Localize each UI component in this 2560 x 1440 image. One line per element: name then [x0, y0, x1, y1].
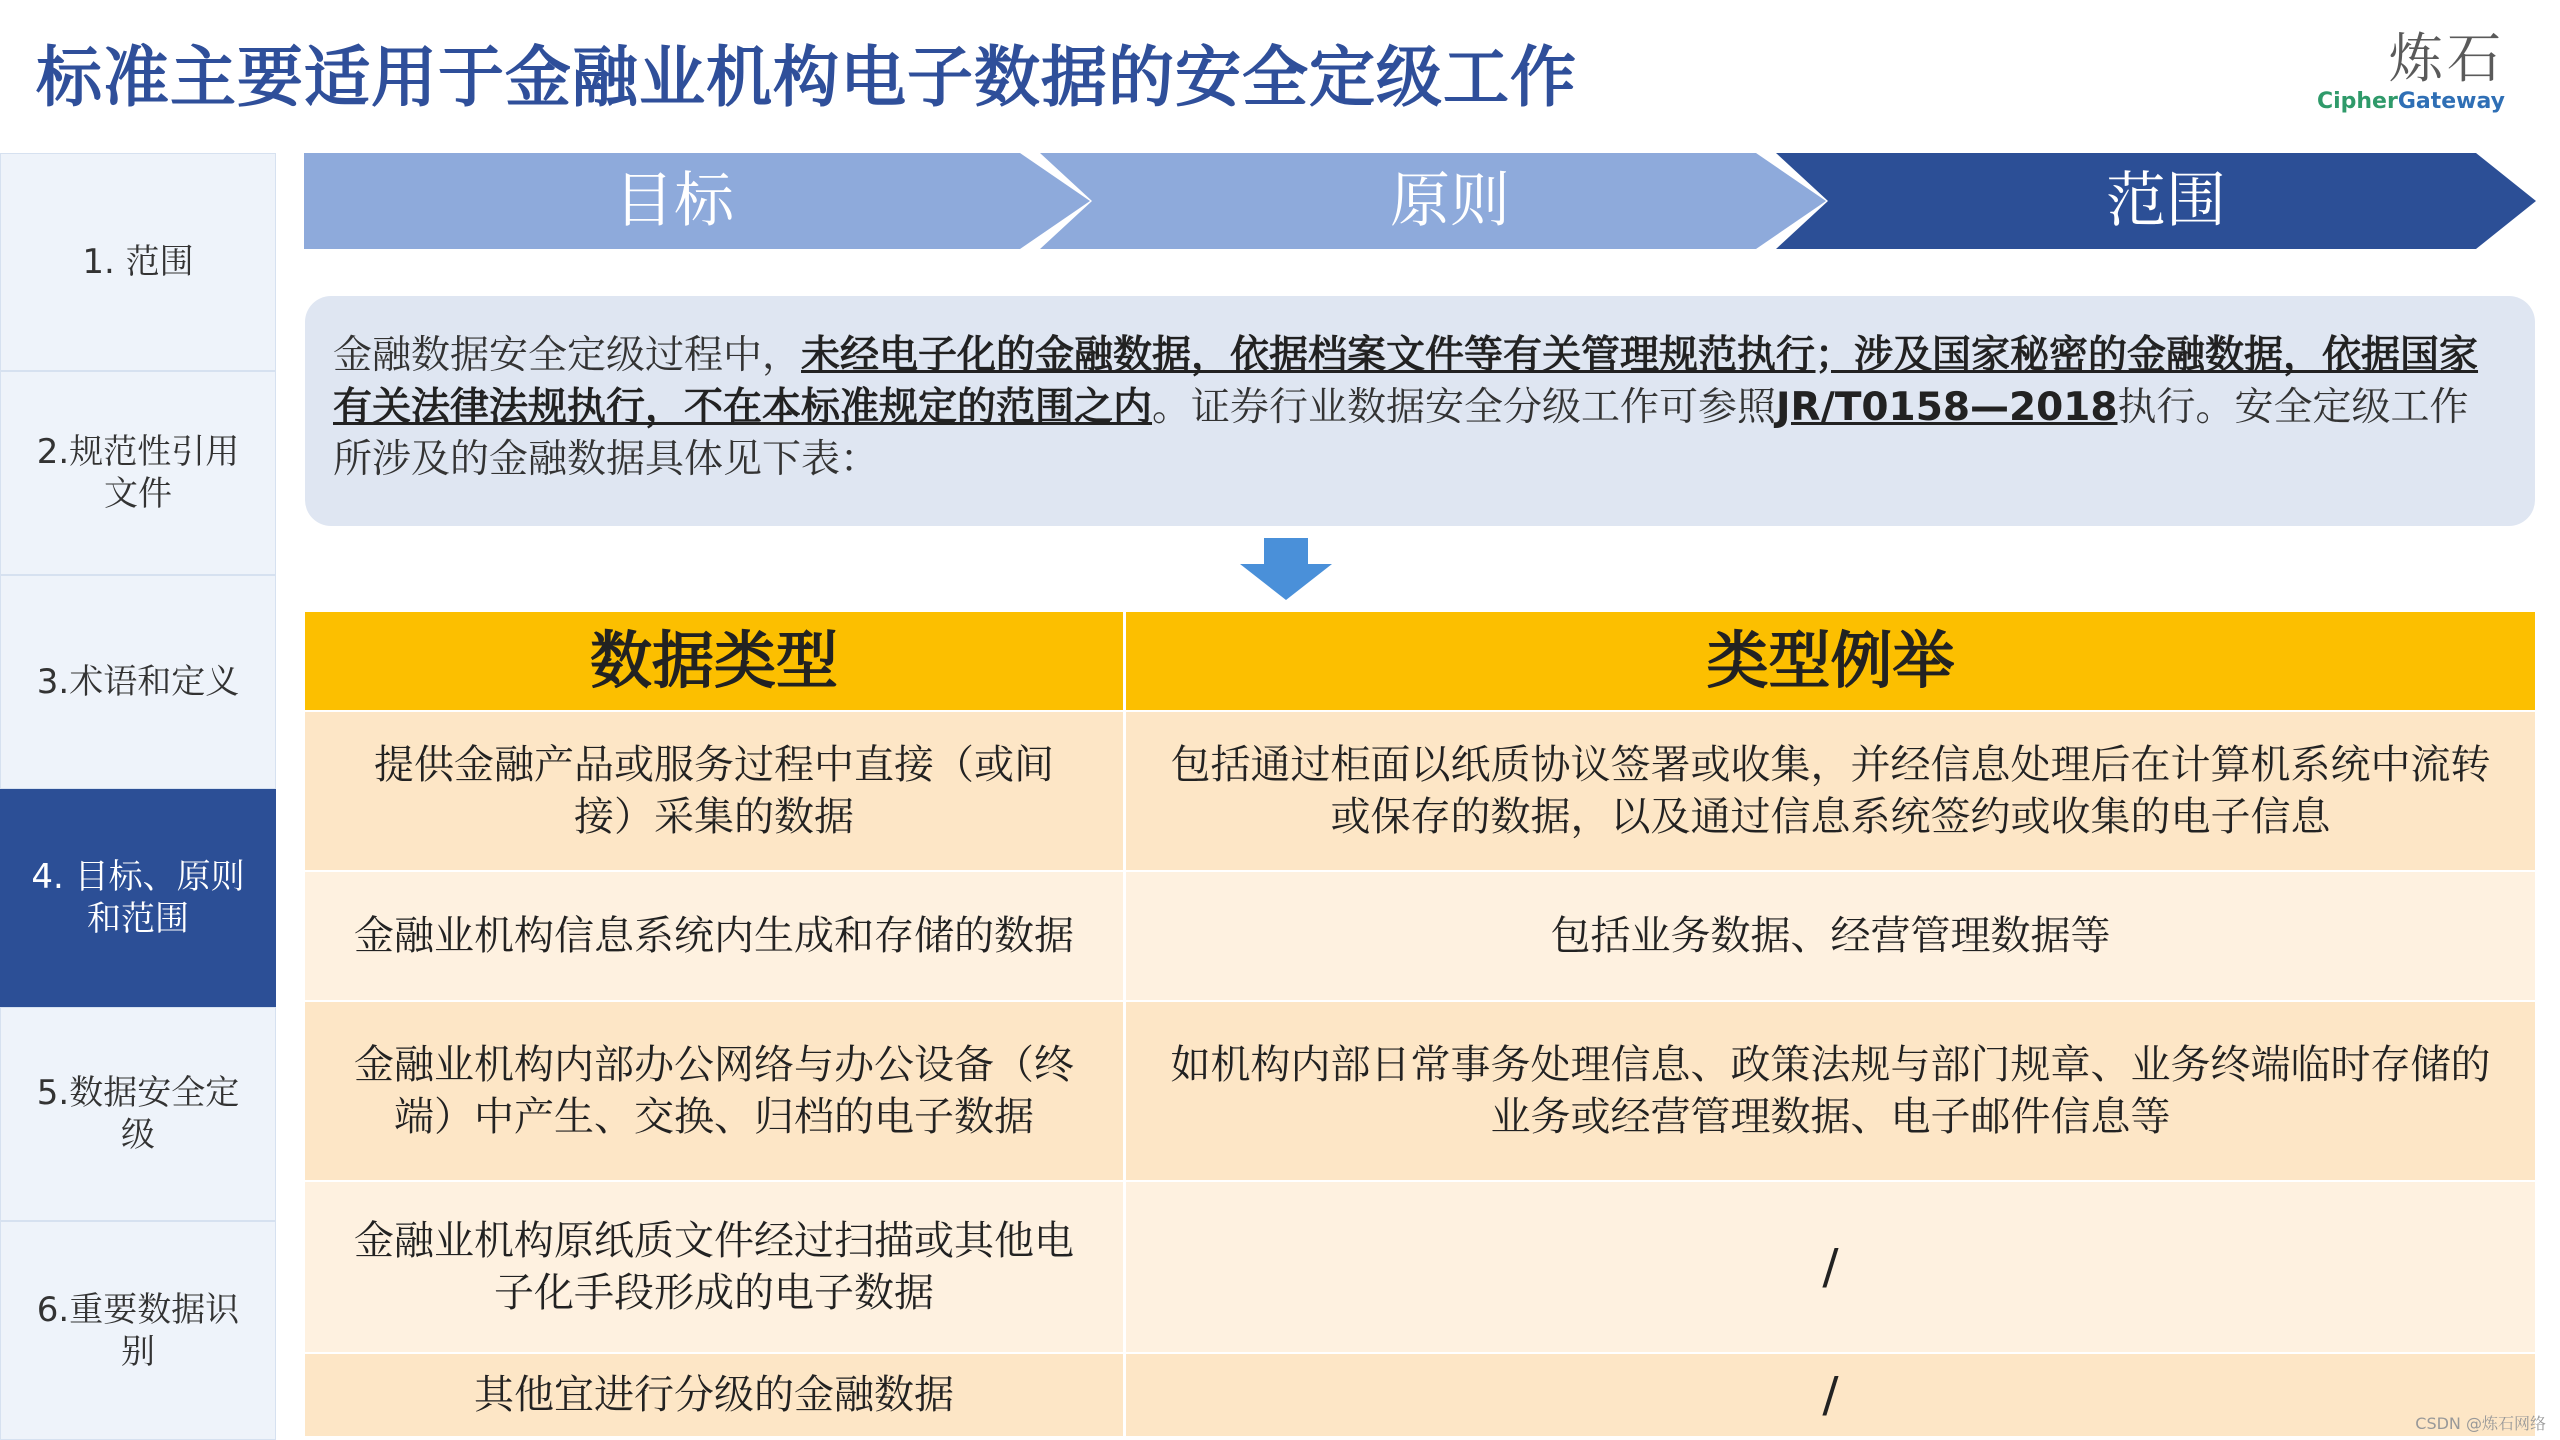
table-row [305, 712, 2535, 870]
info-text-2: 。证券行业数据安全分级工作可参照 [1152, 385, 1777, 430]
source-watermark: CSDN @炼石网络 [2415, 1414, 2546, 1433]
table-row [305, 1182, 2535, 1352]
table-row [305, 1354, 2535, 1436]
sidebar-item-normative-references[interactable]: 2.规范性引用文件 [0, 371, 276, 575]
step-scope-label: 范围 [2106, 166, 2226, 236]
step-goal-label: 目标 [614, 166, 734, 236]
logo-sub-cipher: Cipher [2316, 89, 2398, 114]
table-row [305, 872, 2535, 1000]
cell-example: 如机构内部日常事务处理信息、政策法规与部门规章、业务终端临时存储的业务或经营管理数据、电子邮件信息等 [1170, 1042, 2491, 1140]
cell-example: 包括通过柜面以纸质协议签署或收集，并经信息处理后在计算机系统中流转或保存的数据，以及通过信息系统签约或收集的电子信息 [1170, 742, 2491, 840]
info-emphasis-1: 未经电子化的金融数据，依据档案文件等有关管理规范执行；涉及国家秘密的金融数据，依据国家有关法律法规执行，不在本标准规定的范围之内 [333, 333, 2479, 430]
logo-subtitle [2305, 88, 2505, 116]
step-principle-label: 原则 [1390, 166, 1510, 236]
logo-sub-gateway: Gateway [2397, 89, 2505, 114]
header-examples: 类型例举 [1706, 624, 1955, 697]
step-goal[interactable] [304, 153, 1090, 249]
down-arrow-icon [1238, 538, 1334, 602]
page-title: 标准主要适用于金融业机构电子数据的安全定级工作 [36, 39, 1577, 116]
sidebar-item-goals-principles-scope[interactable]: 4. 目标、原则和范围 [0, 789, 276, 1007]
cell-example: / [1822, 1239, 1839, 1295]
cell-data-type: 金融业机构原纸质文件经过扫描或其他电子化手段形成的电子数据 [354, 1218, 1074, 1316]
info-text-1: 金融数据安全定级过程中， [333, 333, 802, 378]
sidebar-item-scope[interactable]: 1. 范围 [0, 153, 276, 371]
cell-data-type: 其他宜进行分级的金融数据 [474, 1372, 954, 1418]
sidebar-item-terms-definitions[interactable]: 3.术语和定义 [0, 575, 276, 789]
step-scope[interactable] [1776, 153, 2540, 249]
logo-mark: 炼石 [2389, 27, 2505, 90]
sidebar-item-important-data-identification[interactable]: 6.重要数据识别 [0, 1221, 276, 1440]
scope-description [305, 296, 2535, 526]
cell-data-type: 金融业机构内部办公网络与办公设备（终端）中产生、交换、归档的电子数据 [354, 1042, 1074, 1140]
brand-logo [2305, 27, 2505, 126]
cell-data-type: 提供金融产品或服务过程中直接（或间接）采集的数据 [374, 742, 1054, 840]
sidebar-nav [0, 153, 278, 1440]
cell-example: / [1822, 1367, 1839, 1423]
table-row [305, 1002, 2535, 1180]
sidebar-item-data-security-grading[interactable]: 5.数据安全定级 [0, 1007, 276, 1221]
cell-data-type: 金融业机构信息系统内生成和存储的数据 [354, 913, 1074, 959]
cell-example: 包括业务数据、经营管理数据等 [1550, 913, 2111, 959]
step-principle[interactable] [1040, 153, 1830, 249]
header-data-type: 数据类型 [589, 624, 838, 697]
table-header [305, 612, 2535, 710]
info-emphasis-2: JR/T0158—2018 [1776, 385, 2118, 430]
info-text-3: 执行。安全定级工作所涉及的金融数据具体见下表： [333, 385, 2469, 482]
